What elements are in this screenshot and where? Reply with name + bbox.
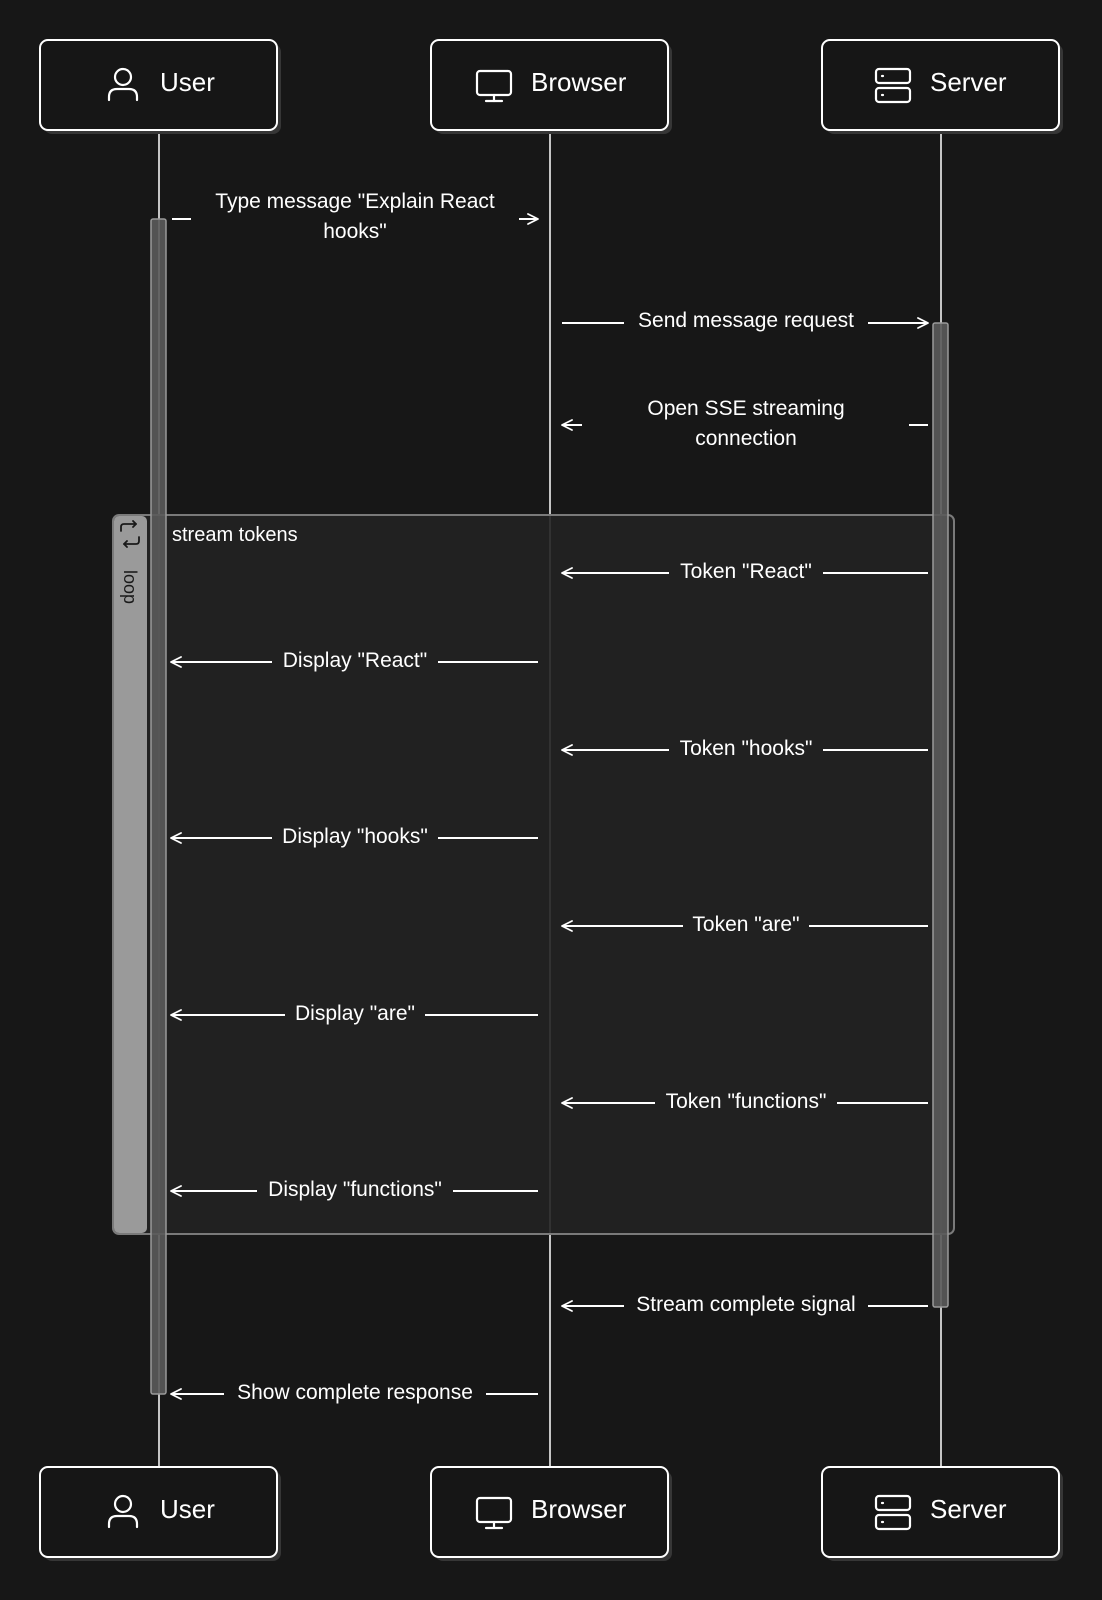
participant-label: Browser xyxy=(531,1494,627,1524)
participant-user-bottom[interactable] xyxy=(40,1467,281,1561)
loop-tag-label: loop xyxy=(120,569,140,605)
activation-server xyxy=(933,323,948,1307)
message-open-sse xyxy=(562,397,928,450)
participant-label: Browser xyxy=(531,67,627,97)
participant-label: User xyxy=(160,1494,215,1524)
message-label: Token "are" xyxy=(692,913,800,936)
message-label: Display "are" xyxy=(295,1002,415,1025)
message-label: Type message "Explain React xyxy=(215,190,495,213)
message-label: Open SSE streaming xyxy=(647,397,845,420)
message-label: Show complete response xyxy=(237,1381,473,1404)
participant-browser-top[interactable] xyxy=(431,40,672,134)
loop-label: stream tokens xyxy=(172,524,298,546)
message-label: Display "functions" xyxy=(268,1178,442,1201)
message-label: connection xyxy=(695,427,797,450)
message-label: Token "functions" xyxy=(665,1090,827,1113)
message-stream-complete xyxy=(562,1293,928,1316)
message-send-request xyxy=(562,309,928,332)
participant-label: User xyxy=(160,67,215,97)
message-label: Stream complete signal xyxy=(636,1293,856,1316)
message-label: Display "React" xyxy=(282,649,428,672)
message-show-complete-response xyxy=(171,1381,538,1404)
participant-server-top[interactable] xyxy=(822,40,1063,134)
loop-frame xyxy=(113,515,954,1234)
participant-browser-bottom[interactable] xyxy=(431,1467,672,1561)
loop-tab xyxy=(114,516,147,1233)
participant-label: Server xyxy=(930,1494,1007,1524)
activation-user xyxy=(151,219,166,1394)
message-type-message xyxy=(172,190,538,243)
participant-user-top[interactable] xyxy=(40,40,281,134)
participant-label: Server xyxy=(930,67,1007,97)
participant-server-bottom[interactable] xyxy=(822,1467,1063,1561)
message-label: hooks" xyxy=(323,220,387,243)
message-label: Display "hooks" xyxy=(282,825,428,848)
message-label: Send message request xyxy=(638,309,854,332)
message-label: Token "hooks" xyxy=(679,737,813,760)
message-label: Token "React" xyxy=(680,560,812,583)
